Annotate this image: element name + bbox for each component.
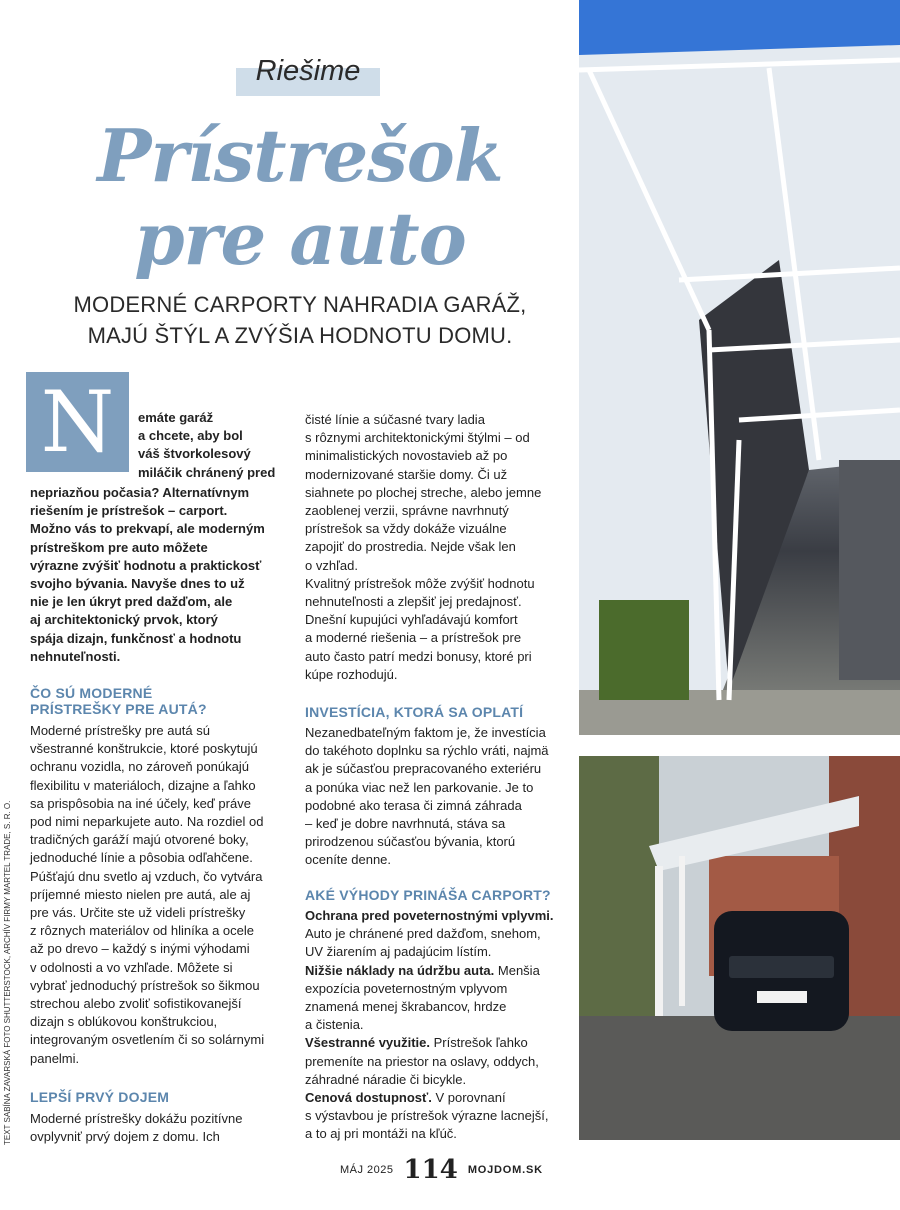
- body-line: záhradné náradie či bicykle.: [305, 1071, 467, 1087]
- section-heading-what-are: [30, 685, 207, 717]
- body-line: a to aj pri montáži na kľúč.: [305, 1126, 457, 1142]
- section-body-first-impression: [30, 1110, 295, 1146]
- body-line: až po drevo – každý s inými výhodami: [30, 941, 250, 957]
- kicker: Riešime: [255, 55, 361, 87]
- benefit-tail: V porovnaní: [431, 1090, 506, 1106]
- body-line: modernizované staršie domy. Či už: [305, 466, 508, 482]
- lead-line: miláčik chránený pred: [138, 464, 276, 480]
- body-line: Auto je chránené pred dažďom, snehom,: [305, 926, 541, 942]
- title-line-1: Prístrešok: [97, 113, 503, 198]
- body-line: Kvalitný prístrešok môže zvýšiť hodnotu: [305, 575, 535, 591]
- lead-line: prístreškom pre auto môžete: [30, 539, 208, 555]
- section-heading-investment: INVESTÍCIA, KTORÁ SA OPLATÍ: [305, 704, 524, 720]
- body-line: expozícia poveternostným vplyvom: [305, 980, 508, 996]
- carport-photo-top: [579, 0, 900, 735]
- lead-line: nepriazňou počasia? Alternatívnym: [30, 485, 250, 500]
- lead-line: emáte garáž: [138, 410, 214, 425]
- carport-roof-illustration: [579, 0, 900, 735]
- body-line: a moderné riešenia – a prístrešok pre: [305, 630, 522, 646]
- body-line: oceníte denne.: [305, 852, 392, 868]
- body-line: zapojiť do prostredia. Nejde však len: [305, 539, 516, 555]
- section-body-benefits: [305, 907, 570, 1144]
- title-line-2: pre auto: [134, 196, 466, 281]
- body-line: Dnešní kupujúci vyhľadávajú komfort: [305, 612, 518, 628]
- body-line: do takéhoto doplnku sa rýchlo vráti, najmä: [305, 743, 549, 759]
- photo-credits: TEXT SABÍNA ZAVARSKÁ FOTO SHUTTERSTOCK, ARCHÍV FIRMY MARTEL TRADE, S. R. O.: [3, 800, 12, 1145]
- body-line: o vzhľad.: [305, 557, 358, 573]
- lead-line: nie je len úkryt pred dažďom, ale: [30, 594, 233, 610]
- body-line: auto často patrí medzi bonusy, ktoré pri: [305, 648, 532, 664]
- body-line: flexibilitu v materiáloch, dizajne a ľahko: [30, 777, 256, 793]
- site-link[interactable]: MOJDOM.SK: [467, 1164, 543, 1176]
- body-line: prístrešok sa vždy dokáže vizuálne: [305, 521, 507, 537]
- heading-line: PRÍSTREŠKY PRE AUTÁ?: [30, 701, 207, 717]
- benefit-tail: Menšia: [494, 962, 540, 978]
- body-line: – keď je dobre navrhnutá, stáva sa: [305, 816, 506, 832]
- carport-photo-bottom: [579, 756, 900, 1140]
- body-line: panelmi.: [30, 1050, 80, 1066]
- section-body-investment: [305, 724, 570, 870]
- body-line: s výstavbou je prístrešok výrazne lacnejší,: [305, 1108, 549, 1124]
- body-line: sa prispôsobia na iné účely, keď práve: [30, 795, 251, 811]
- lead-line: aj architektonický prvok, ktorý: [30, 612, 218, 628]
- body-line: UV žiarením aj padajúcim lístím.: [305, 944, 492, 960]
- body-line: Moderné prístrešky pre autá sú: [30, 723, 210, 738]
- body-line: premeníte na priestor na oslavy, oddych,: [305, 1053, 539, 1069]
- body-line: siahnete po plochej streche, alebo jemne: [305, 484, 542, 500]
- section-heading-first-impression: LEPŠÍ PRVÝ DOJEM: [30, 1089, 170, 1105]
- lead-line: a chcete, aby bol: [138, 428, 243, 444]
- body-line: z rôznych materiálov od hliníka a ocele: [30, 923, 255, 939]
- lead-top: [138, 409, 288, 482]
- body-line: v odolnosti a vo vzhľade. Môžete si: [30, 959, 233, 975]
- lead-line: spája dizajn, funkčnosť a hodnotu: [30, 630, 242, 646]
- lead-line: Možno vás to prekvapí, ale moderným: [30, 521, 265, 537]
- subtitle-line-2: MAJÚ ŠTÝL A ZVÝŠIA HODNOTU DOMU.: [87, 323, 513, 348]
- issue-date: MÁJ 2025: [340, 1164, 394, 1176]
- body-line: minimalistických novostavieb až po: [305, 448, 508, 464]
- body-line: ochranu vozidla, no zároveň ponúkajú: [30, 759, 249, 775]
- page-number: 114: [403, 1155, 458, 1185]
- body-line: Moderné prístrešky dokážu pozitívne: [30, 1111, 243, 1126]
- body-line: vybrať jednoduchý prístrešok so šikmou: [30, 977, 260, 993]
- section-heading-benefits: AKÉ VÝHODY PRINÁŠA CARPORT?: [305, 887, 551, 903]
- body-line: ovplyvniť prvý dojem z domu. Ich: [30, 1129, 220, 1145]
- body-line: pre vás. Určite ste už videli prístrešky: [30, 905, 246, 921]
- body-line: ak je súčasťou prepracovaného exteriéru: [305, 761, 542, 777]
- body-line: strechou alebo zvoliť sofistikovanejší: [30, 996, 242, 1012]
- benefit-title: Ochrana pred poveternostnými vplyvmi.: [305, 908, 554, 923]
- drop-cap: N: [26, 372, 129, 472]
- body-line: integrovaným osvetlením či so solárnymi: [30, 1032, 265, 1048]
- body-line: s rôznymi architektonickými štýlmi – od: [305, 430, 530, 446]
- benefit-tail: Prístrešok ľahko: [430, 1035, 528, 1051]
- col2-intro: [305, 411, 570, 684]
- lead-line: nehnuteľnosti.: [30, 648, 121, 664]
- lead-line: výrazne zvýšiť hodnotu a praktickosť: [30, 557, 262, 573]
- body-line: prirodzenou súčasťou bývania, ktorú: [305, 834, 516, 850]
- page-footer: [340, 1155, 543, 1185]
- lead-line: váš štvorkolesový: [138, 446, 251, 462]
- benefit-title: Všestranné využitie.: [305, 1035, 430, 1051]
- body-line: kúpe rozhodujú.: [305, 666, 398, 682]
- body-line: zaoblenej verzii, správne navrhnutý: [305, 503, 509, 519]
- body-line: dizajn s oblúkovou konštrukciou,: [30, 1014, 218, 1030]
- body-line: čisté línie a súčasné tvary ladia: [305, 412, 485, 427]
- heading-line: ČO SÚ MODERNÉ: [30, 685, 153, 701]
- body-line: všestranné konštrukcie, ktoré poskytujú: [30, 741, 258, 757]
- lead-paragraph: [30, 484, 290, 666]
- body-line: a ponúka viac než len parkovanie. Je to: [305, 779, 534, 795]
- body-line: tradičných garáží majú otvorené boky,: [30, 832, 249, 848]
- subtitle-line-1: MODERNÉ CARPORTY NAHRADIA GARÁŽ,: [73, 292, 527, 317]
- section-body-what-are: [30, 722, 295, 1068]
- car-under-carport-illustration: [579, 756, 900, 1140]
- lead-line: svojho bývania. Navyše dnes to už: [30, 576, 245, 592]
- benefit-title: Nižšie náklady na údržbu auta.: [305, 962, 495, 978]
- body-line: pod nimi neparkujete auto. Na rozdiel od: [30, 814, 264, 830]
- lead-line: riešením je prístrešok – carport.: [30, 503, 228, 519]
- body-line: a čistenia.: [305, 1017, 364, 1033]
- body-line: podobné ako terasa či zimná záhrada: [305, 797, 522, 813]
- body-line: Nezanedbateľným faktom je, že investícia: [305, 725, 546, 740]
- body-line: jednoduché línie a pôsobia odľahčene.: [30, 850, 253, 866]
- body-line: Púšťajú dnu svetlo aj vzduch, čo vytvára: [30, 868, 263, 884]
- body-line: nehnuteľnosti a zlepšiť jej predajnosť.: [305, 594, 522, 610]
- body-line: príjemné miesto nielen pre autá, ale aj: [30, 886, 251, 902]
- benefit-title: Cenová dostupnosť.: [305, 1090, 432, 1106]
- body-line: znamená menej škrabancov, hrdze: [305, 999, 507, 1015]
